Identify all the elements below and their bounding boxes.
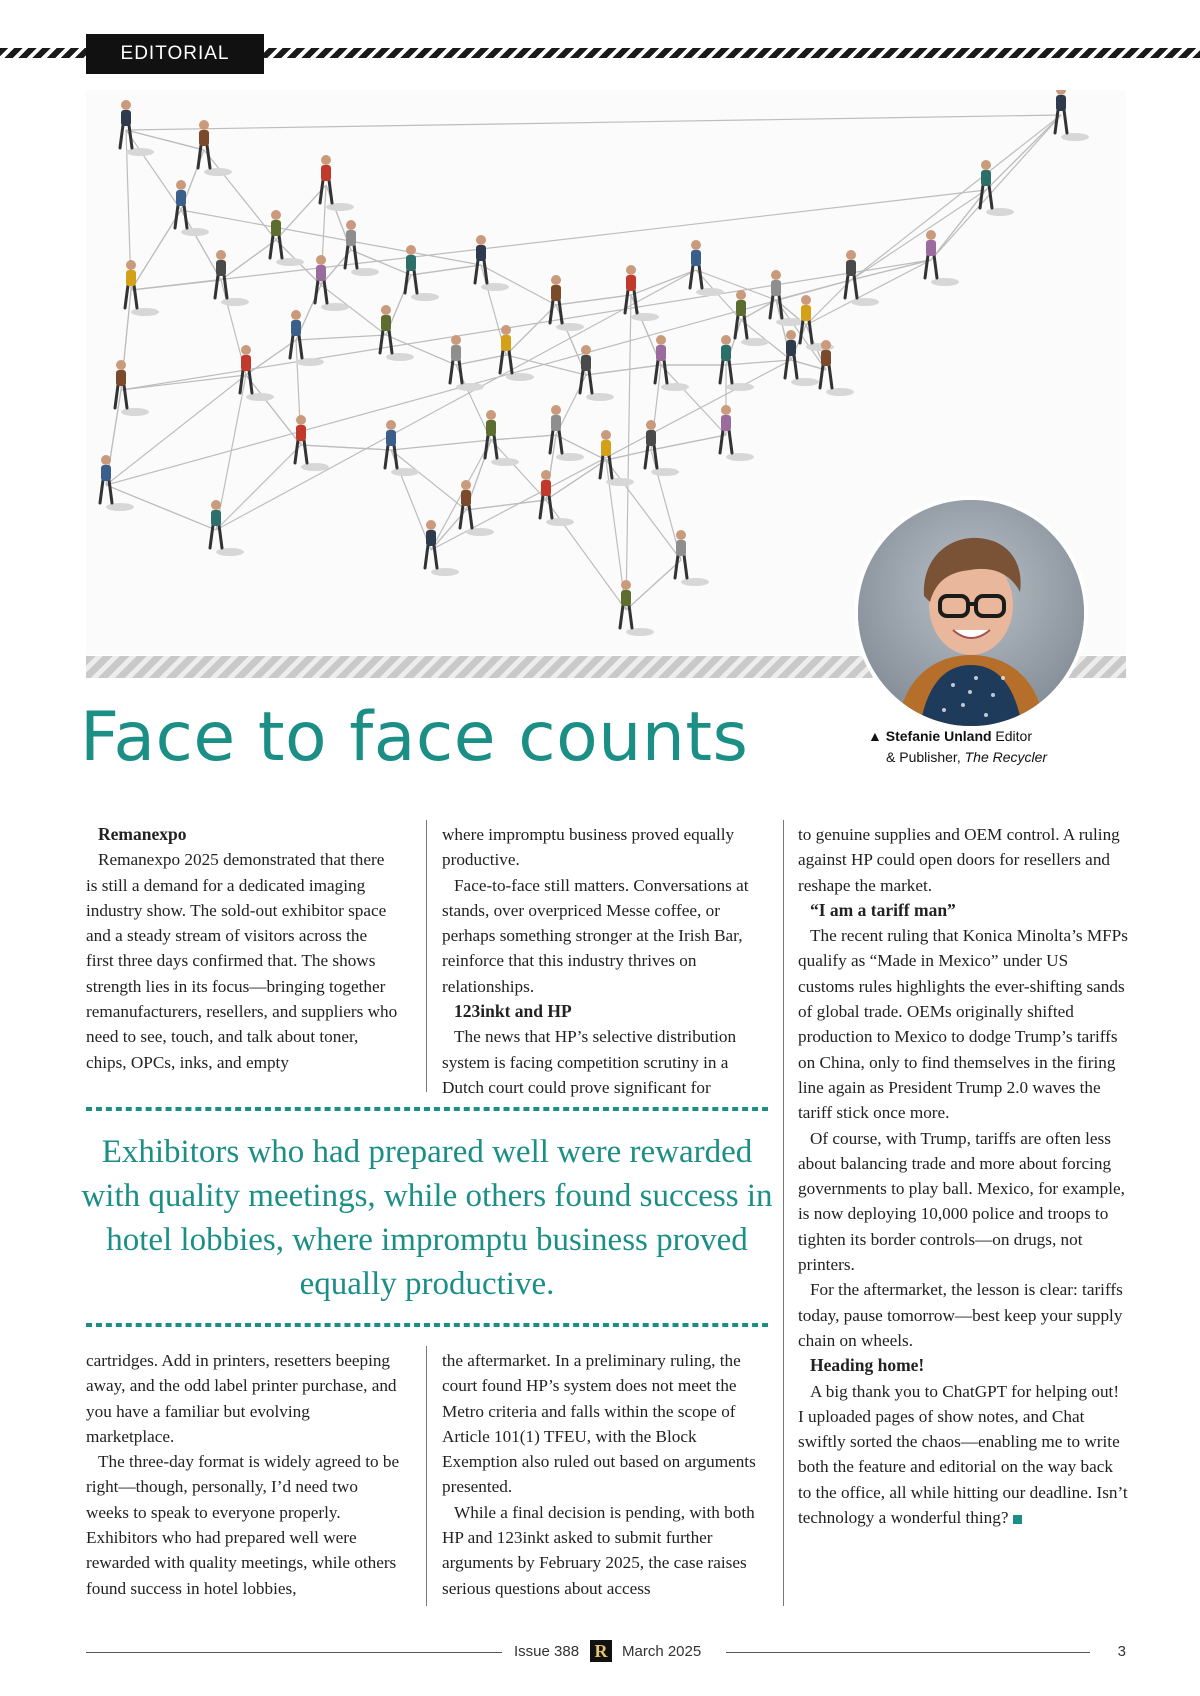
paragraph: cartridges. Add in printers, resetters beeping away, and the odd label printer purchase, and you have a familiar but evolving marketplace. — [86, 1351, 397, 1446]
walking-person-figure — [120, 100, 154, 156]
footer-issue: Issue 388 — [514, 1643, 580, 1660]
paragraph: where impromptu business proved equally productive. — [442, 825, 735, 870]
paragraph: Of course, with Trump, tariffs are often less about balancing trade and more about forcing governments to play ball. Mexico, for example, is now deploying 10,000 police and troops to tighten its border controls—on drugs, not printers. — [798, 1128, 1125, 1275]
network-line — [586, 365, 661, 375]
column-3 — [798, 822, 1128, 1530]
network-line — [556, 295, 631, 305]
page-number: 3 — [1117, 1643, 1126, 1660]
network-line — [466, 500, 546, 510]
section-label: EDITORIAL — [86, 34, 264, 74]
footer-rule-left — [86, 1652, 502, 1653]
network-line — [726, 360, 791, 365]
pullquote-rule-top — [86, 1107, 768, 1111]
network-line — [931, 190, 986, 260]
paragraph: The news that HP’s selective distribution system is facing competition scrutiny in a Dutch court could prove significant for — [442, 1027, 737, 1097]
paragraph: the aftermarket. In a preliminary ruling, the court found HP’s system does not meet the Metro criteria and falls within the scope of Article 101(1) TFEU, with the Block Exemption also ruled out based on arguments presented. — [442, 1351, 756, 1497]
paragraph-text: A big thank you to ChatGPT for helping out! I uploaded pages of show notes, and Chat swiftly sorted the chaos—enabling me to write both the feature and editorial on the way back to the office, all while hitting our deadline. Isn’t technology a wonderful thing? — [798, 1381, 1128, 1528]
network-line — [216, 445, 301, 530]
paragraph: For the aftermarket, the lesson is clear: tariffs today, pause tomorrow—best keep your supply chain on wheels. — [798, 1280, 1123, 1350]
walking-person-figure — [845, 250, 879, 306]
column-divider — [426, 1346, 427, 1606]
walking-person-figure — [980, 160, 1014, 216]
subheading-heading-home: Heading home! — [810, 1355, 925, 1376]
network-line — [106, 375, 246, 485]
column-1-bottom — [86, 1348, 402, 1601]
network-line — [246, 340, 296, 375]
page-footer — [86, 1640, 1126, 1664]
network-line — [631, 270, 696, 295]
network-line — [986, 115, 1061, 190]
walking-person-figure — [720, 405, 754, 461]
walking-person-figure — [690, 240, 724, 296]
network-line — [626, 560, 681, 610]
network-line — [204, 150, 276, 240]
network-line — [931, 115, 1061, 260]
column-2-top — [442, 822, 774, 1100]
network-line — [411, 265, 481, 275]
caption-role-line2: & Publisher, — [886, 749, 965, 765]
network-line — [181, 210, 481, 265]
caption-name: Stefanie Unland — [885, 728, 992, 744]
paragraph: While a final decision is pending, with both HP and 123inkt asked to submit further arguments by February 2025, the case raises serious questions about access — [442, 1502, 755, 1598]
network-line — [506, 305, 556, 355]
network-line — [391, 450, 466, 510]
network-line — [296, 335, 386, 340]
pullquote: Exhibitors who had prepared well were rewarded with quality meetings, while others found success in hotel lobbies, where impromptu business proved equally productive. — [81, 1134, 773, 1302]
paragraph-final — [798, 1379, 1128, 1531]
network-line — [126, 115, 1061, 130]
footer-rule-right — [726, 1652, 1090, 1653]
caption-role: Editor — [991, 728, 1033, 744]
walking-person-figure — [290, 310, 324, 366]
walking-person-figure — [925, 230, 959, 286]
teal-square-icon — [1013, 1515, 1022, 1524]
walking-person-figure — [100, 455, 134, 511]
network-line — [491, 435, 556, 440]
walking-person-figure — [475, 235, 509, 291]
network-line — [121, 375, 246, 390]
paragraph: Face-to-face still matters. Conversations at stands, over overpriced Messe coffee, or perhaps something stronger at the Irish Bar, reinforce that this industry thrives on relationships. — [442, 875, 749, 996]
walking-person-figure — [210, 500, 244, 556]
network-line — [651, 435, 726, 450]
paragraph: The three-day format is widely agreed to be right—though, personally, I’d need two weeks to speak to everyone properly. Exhibitors who had prepared well were rewarded with quality meetings, while others found success in hotel lobbies, — [86, 1452, 400, 1598]
column-divider — [426, 820, 427, 1092]
caption-publication: The Recycler — [964, 749, 1048, 765]
paragraph: to genuine supplies and OEM control. A ruling against HP could open doors for resellers and reshape the market. — [798, 825, 1120, 895]
editor-portrait — [858, 500, 1084, 726]
article-title: Face to face counts — [80, 698, 749, 777]
walking-person-figure — [460, 480, 494, 536]
photo-caption — [868, 726, 1098, 768]
subheading-remanexpo: Remanexpo — [98, 824, 187, 844]
network-line — [131, 210, 181, 290]
pullquote-rule-bottom — [86, 1323, 768, 1327]
network-line — [456, 355, 506, 365]
column-2-bottom — [442, 1348, 764, 1601]
subheading-123inkt: 123inkt and HP — [454, 1001, 572, 1022]
subheading-tariff-man: “I am a tariff man” — [810, 899, 956, 920]
recycler-logo-icon: R — [590, 1640, 612, 1662]
paragraph: The recent ruling that Konica Minolta’s MFPs qualify as “Made in Mexico” under US customs rules highlights the ever-shifting sands of global trade. OEMs originally shifted production to Mexico to dodge Trump’s tariffs on China, only to find themselves in the firing line again as President Trump 2.0 waves the tariff stick once more. — [798, 926, 1128, 1123]
network-line — [246, 375, 301, 445]
network-line — [301, 445, 391, 450]
walking-person-figure — [540, 470, 574, 526]
paragraph: Remanexpo 2025 demonstrated that there is still a demand for a dedicated imaging industry show. The sold-out exhibitor space and a steady stream of visitors across the first three days confirmed that. The shows strength lies in its focus—bringing together remanufacturers, resellers, and suppliers who need to see, touch, and talk about toner, chips, OPCs, inks, and empty — [86, 850, 398, 1072]
column-divider — [783, 820, 784, 1606]
network-line — [546, 460, 606, 500]
network-line — [851, 115, 1061, 280]
walking-person-figure — [380, 305, 414, 361]
network-line — [391, 440, 491, 450]
triangle-up-icon: ▲ — [868, 728, 882, 744]
network-line — [491, 440, 546, 500]
footer-date: March 2025 — [622, 1643, 702, 1660]
column-1-top — [86, 822, 398, 1075]
network-line — [216, 270, 696, 530]
